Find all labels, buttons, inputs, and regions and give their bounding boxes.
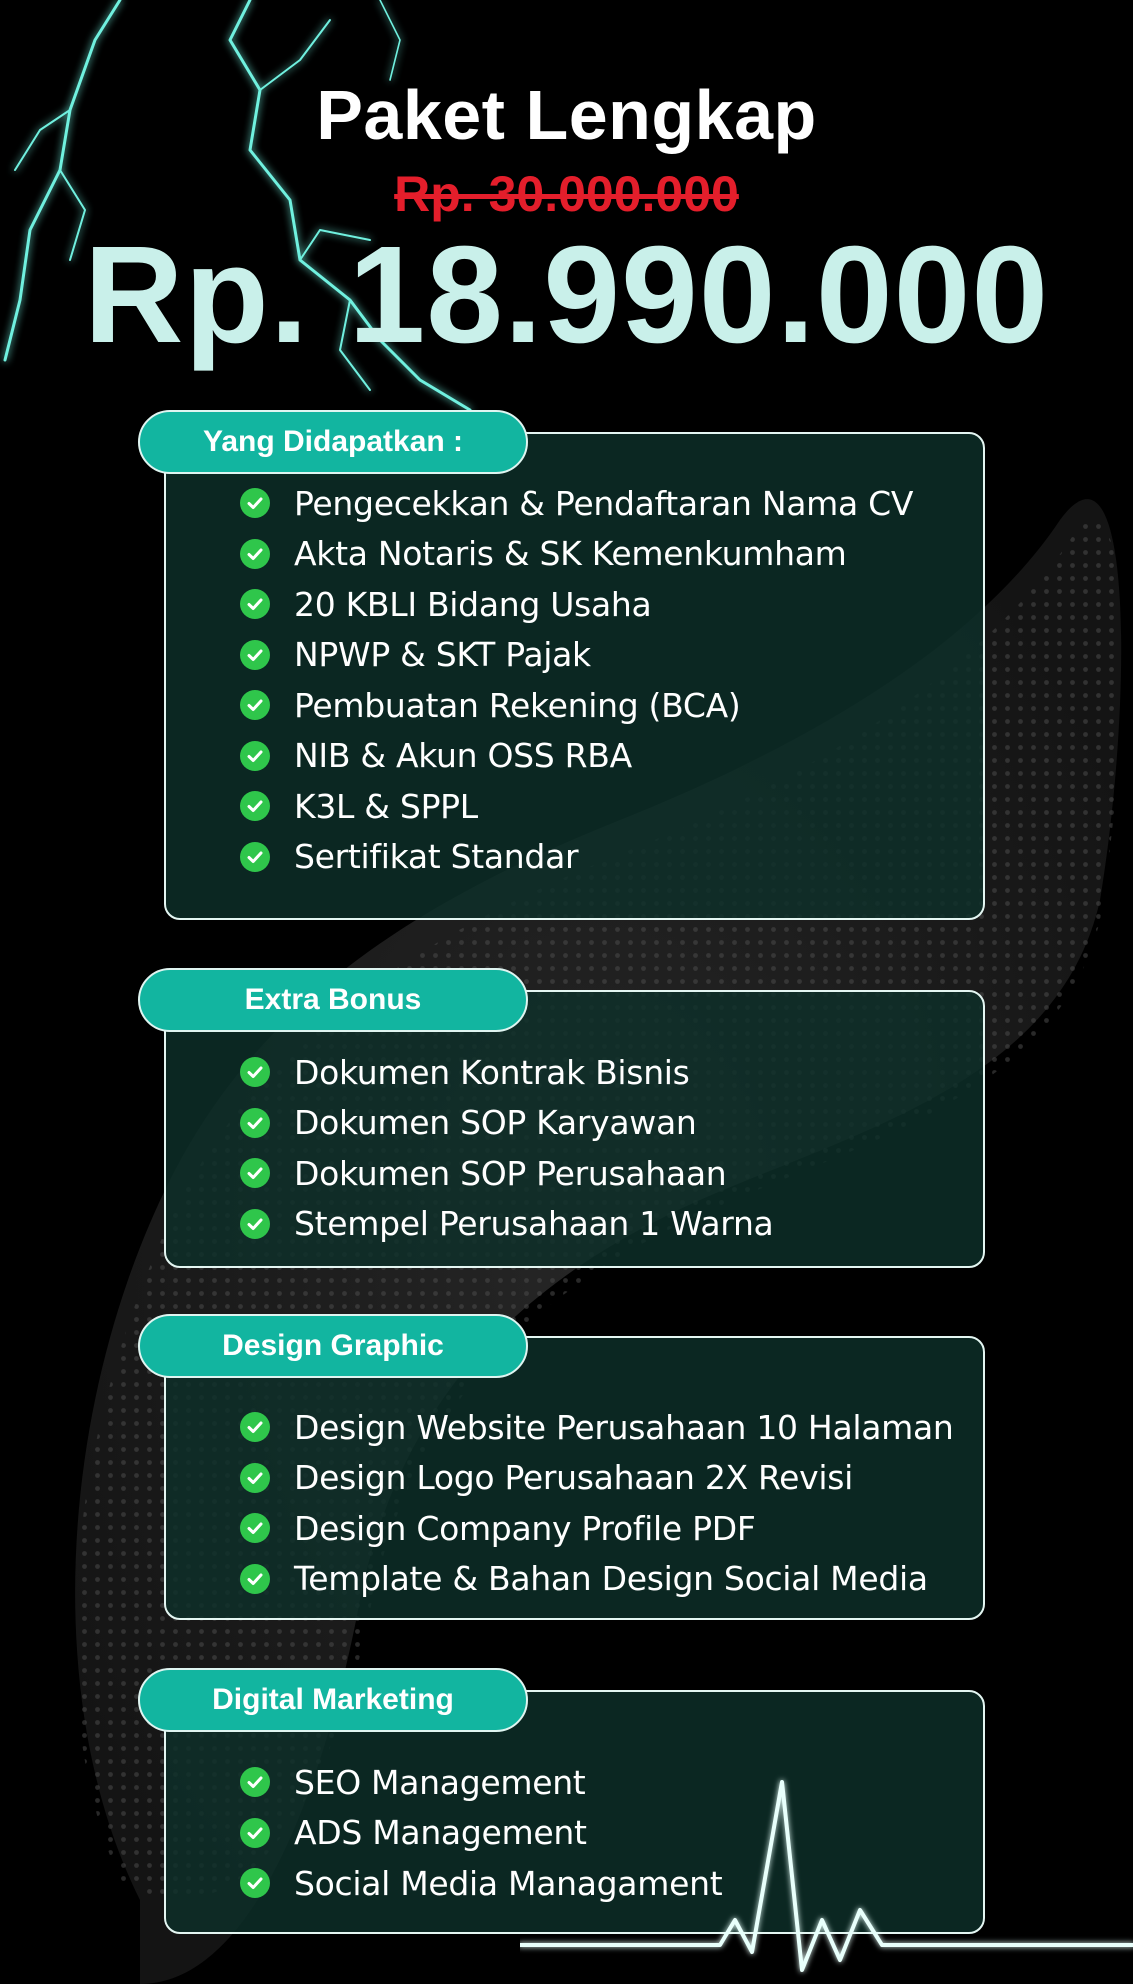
- list-item: [240, 630, 913, 681]
- item-text: Social Media Managament: [294, 1863, 723, 1903]
- item-text: NPWP & SKT Pajak: [294, 635, 591, 675]
- section-label-pill: [138, 1668, 528, 1732]
- section-label: Yang Didapatkan :: [202, 425, 464, 458]
- feature-list: [240, 478, 913, 882]
- check-circle-icon: [240, 842, 270, 872]
- list-item: [240, 731, 913, 782]
- check-circle-icon: [240, 1818, 270, 1848]
- check-circle-icon: [240, 1513, 270, 1543]
- section-label-pill: [138, 410, 528, 474]
- item-text: K3L & SPPL: [294, 786, 478, 826]
- list-item: [240, 1453, 954, 1504]
- check-circle-icon: [240, 1158, 270, 1188]
- item-text: Sertifikat Standar: [294, 837, 579, 877]
- item-text: Design Company Profile PDF: [294, 1508, 756, 1548]
- check-circle-icon: [240, 1767, 270, 1797]
- item-text: Template & Bahan Design Social Media: [294, 1559, 928, 1599]
- check-circle-icon: [240, 640, 270, 670]
- check-circle-icon: [240, 1868, 270, 1898]
- feature-list: [240, 1047, 773, 1249]
- check-circle-icon: [240, 1057, 270, 1087]
- item-text: Design Website Perusahaan 10 Halaman: [294, 1407, 954, 1447]
- list-item: [240, 1148, 773, 1199]
- item-text: SEO Management: [294, 1762, 586, 1802]
- section-label: Extra Bonus: [244, 983, 422, 1016]
- list-item: [240, 832, 913, 883]
- list-item: [240, 478, 913, 529]
- list-item: [240, 1098, 773, 1149]
- item-text: Pengecekkan & Pendaftaran Nama CV: [294, 483, 914, 523]
- section-label: Digital Marketing: [212, 1683, 454, 1716]
- heartbeat-line-icon: [520, 1770, 1133, 1984]
- page-title: Paket Lengkap: [316, 76, 817, 154]
- item-text: ADS Management: [294, 1813, 587, 1853]
- list-item: [240, 1402, 954, 1453]
- list-item: [240, 680, 913, 731]
- check-circle-icon: [240, 1209, 270, 1239]
- list-item: [240, 1047, 773, 1098]
- check-circle-icon: [240, 589, 270, 619]
- section-label-pill: [138, 968, 528, 1032]
- item-text: Dokumen Kontrak Bisnis: [294, 1052, 690, 1092]
- section-label: Design Graphic: [222, 1329, 444, 1362]
- check-circle-icon: [240, 690, 270, 720]
- list-item: [240, 781, 913, 832]
- check-circle-icon: [240, 741, 270, 771]
- new-price: Rp. 18.990.000: [83, 218, 1050, 372]
- item-text: Akta Notaris & SK Kemenkumham: [294, 534, 847, 574]
- item-text: Dokumen SOP Perusahaan: [294, 1153, 727, 1193]
- item-text: NIB & Akun OSS RBA: [294, 736, 632, 776]
- list-item: [240, 1503, 954, 1554]
- section-label-pill: [138, 1314, 528, 1378]
- pricing-header: [0, 70, 1133, 370]
- check-circle-icon: [240, 791, 270, 821]
- list-item: [240, 1199, 773, 1250]
- list-item: [240, 1554, 954, 1605]
- check-circle-icon: [240, 1108, 270, 1138]
- check-circle-icon: [240, 488, 270, 518]
- item-text: Pembuatan Rekening (BCA): [294, 685, 741, 725]
- check-circle-icon: [240, 1412, 270, 1442]
- item-text: Dokumen SOP Karyawan: [294, 1103, 697, 1143]
- item-text: Stempel Perusahaan 1 Warna: [294, 1204, 774, 1244]
- check-circle-icon: [240, 1463, 270, 1493]
- list-item: [240, 529, 913, 580]
- check-circle-icon: [240, 1564, 270, 1594]
- item-text: Design Logo Perusahaan 2X Revisi: [294, 1458, 854, 1498]
- check-circle-icon: [240, 539, 270, 569]
- item-text: 20 KBLI Bidang Usaha: [294, 584, 652, 624]
- old-price: Rp. 30.000.000: [394, 166, 739, 222]
- feature-list: [240, 1402, 954, 1604]
- list-item: [240, 579, 913, 630]
